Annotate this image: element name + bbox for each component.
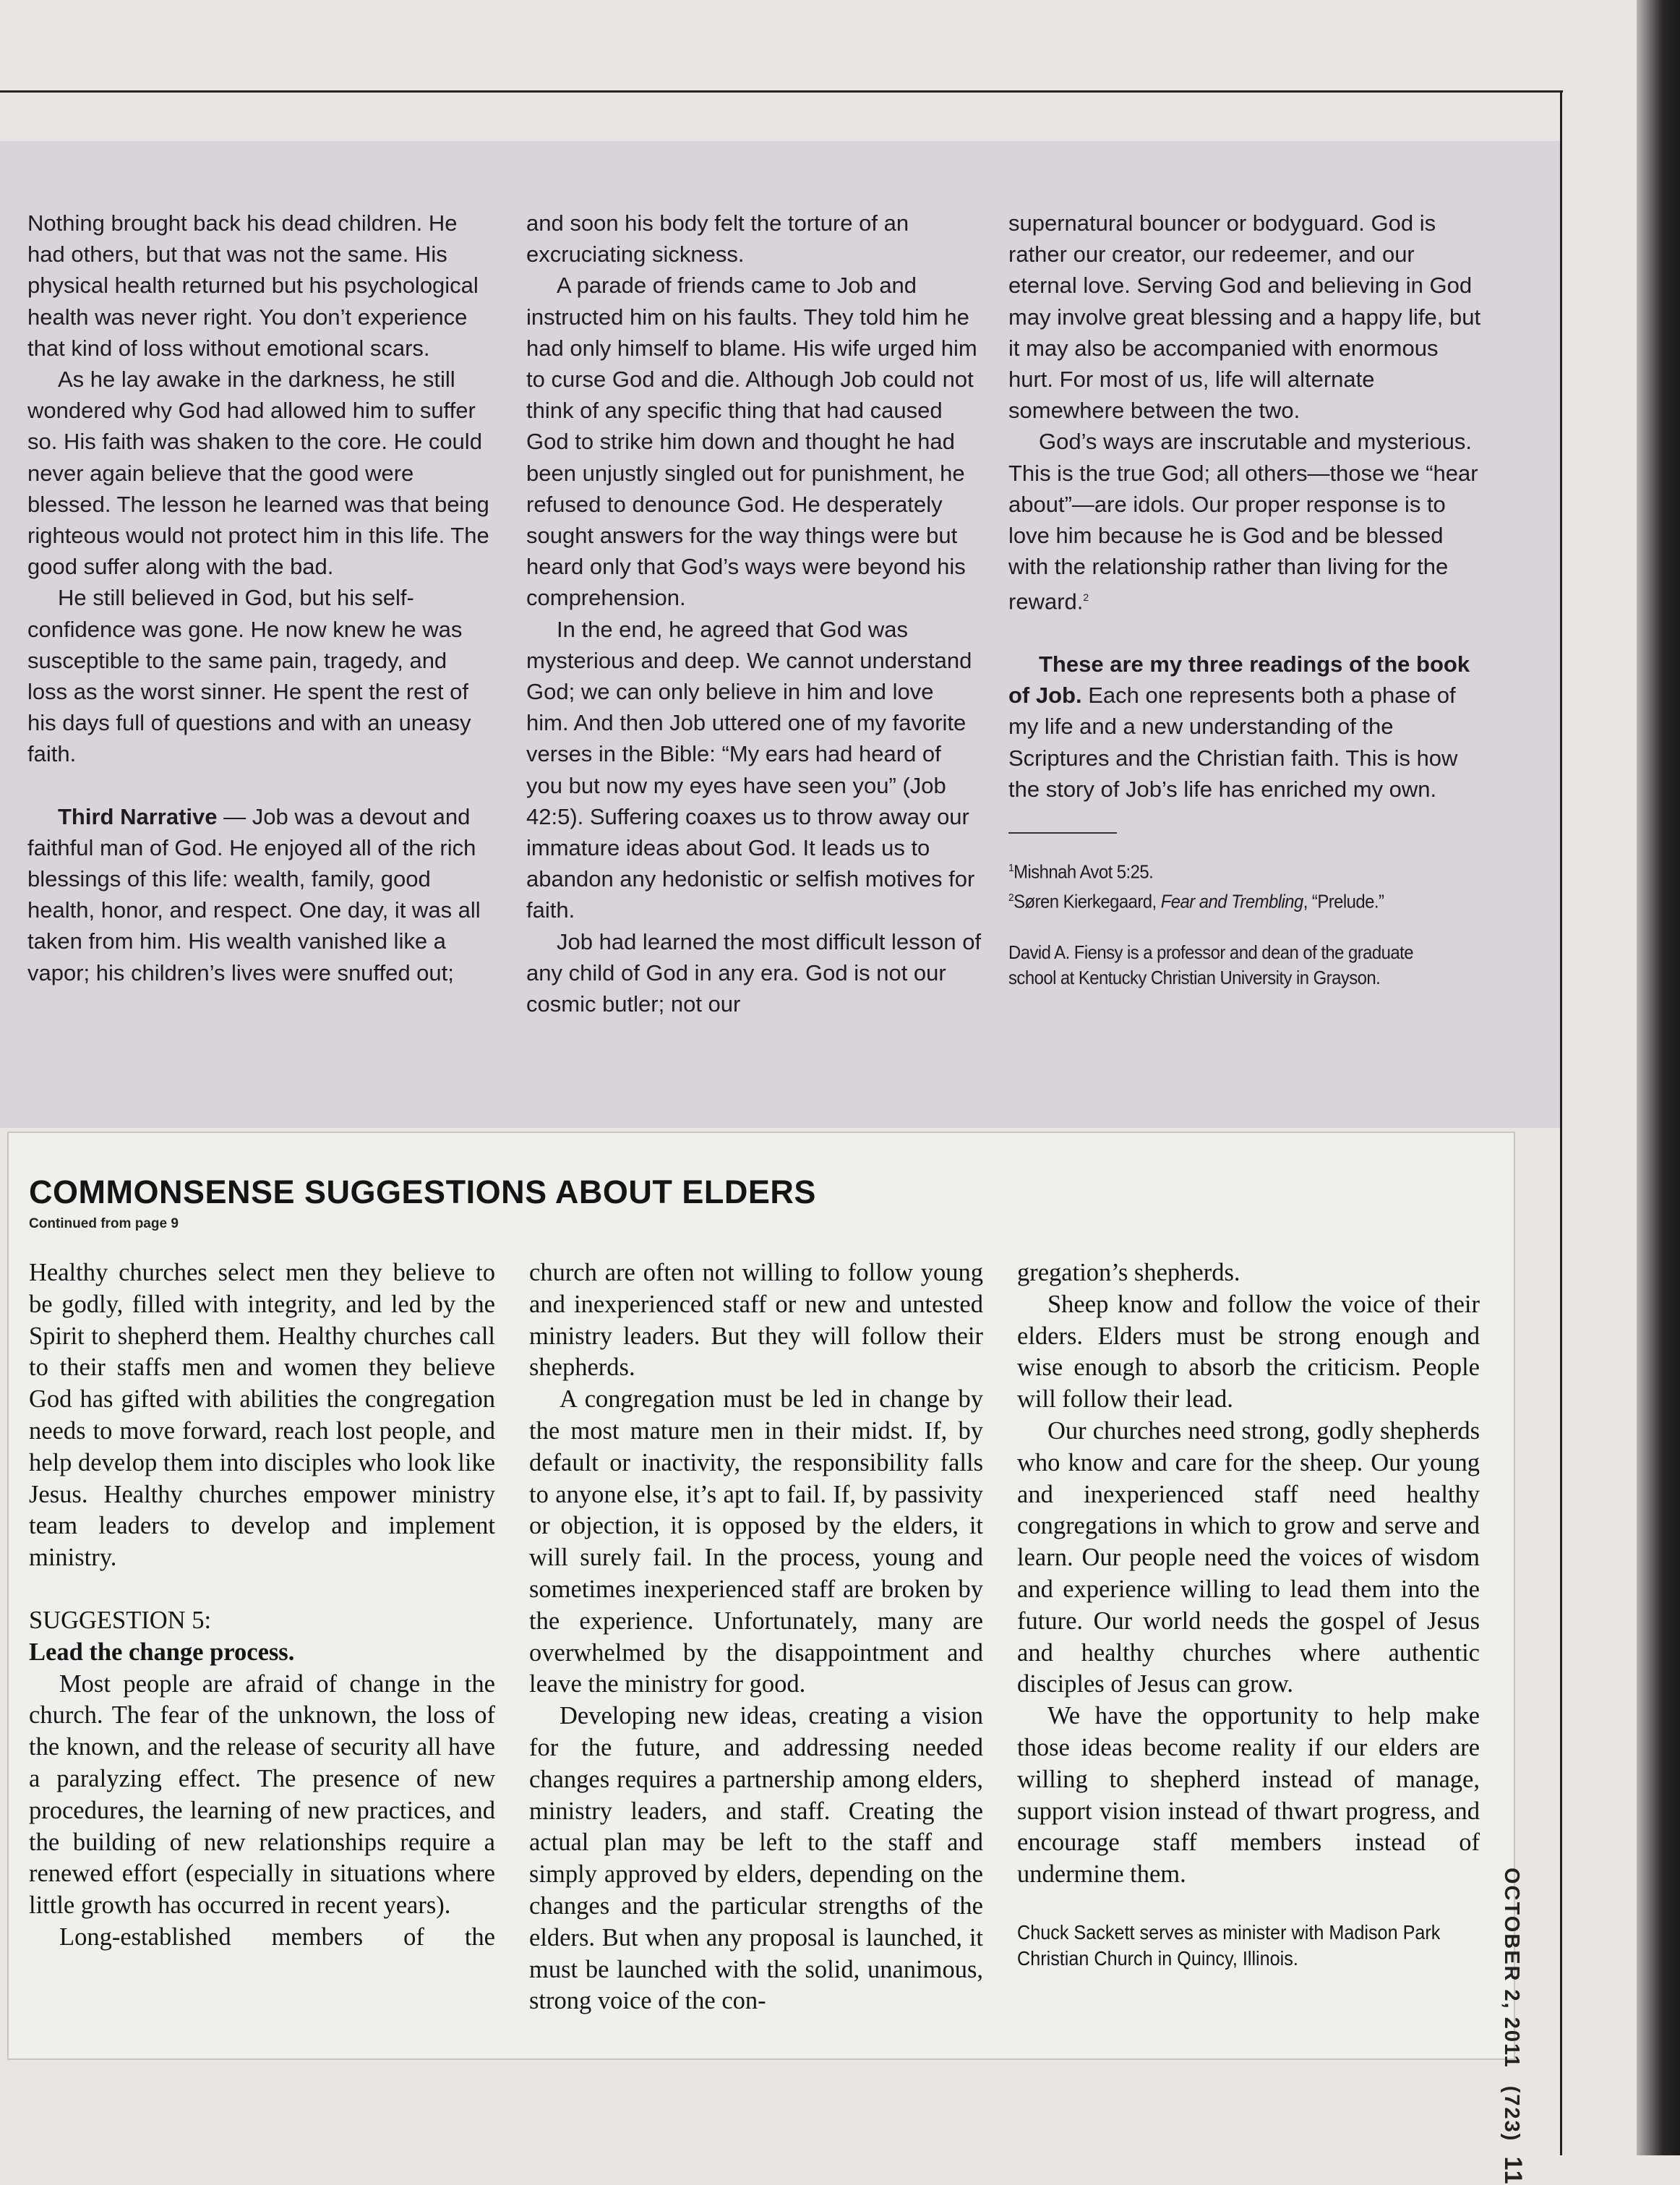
article-paragraph-text: God’s ways are inscrutable and mysterious. This is the true God; all others—those we “hear about”—are idols. Our proper response is to love him because he is God and be blessed with the relationship rather than living for the reward. (1008, 429, 1478, 615)
conclusion-text: Each one represents both a phase of my life and a new understanding of the Scriptures and the Christian faith. This is how the story of Job’s life has enriched my own. (1008, 683, 1458, 802)
footnote-1 (1008, 855, 1447, 885)
footnote-divider (1008, 832, 1117, 834)
article-paragraph: In the end, he agreed that God was mysterious and deep. We cannot understand God; we can only believe in him and love him. And then Job uttered one of my favorite verses in the Bible: “My ears had heard of you but now my eyes have seen you” (Job 42:5). Suffering coaxes us to throw away our immature ideas about God. It leads us to abandon any hedonistic or selfish motives for faith. (526, 616, 975, 923)
suggestion-heading: SUGGESTION 5: (29, 1606, 212, 1634)
sidebar-paragraph: gregation’s shepherds. (1017, 1259, 1240, 1286)
sidebar-paragraph: Sheep know and follow the voice of their elders. Elders must be strong enough and wise enough to absorb the criticism. People will follow their lead. (1017, 1290, 1480, 1414)
article-paragraph: As he lay awake in the darkness, he still wondered why God had allowed him to suffer so. His faith was shaken to the core. He could never again believe that the good were blessed. The lesson he learned was that being righteous would not protect him in this life. The good suffer along with the bad. (27, 367, 489, 580)
third-narrative-heading: Third Narrative (58, 803, 218, 829)
third-narrative-text: — Job was a devout and faithful man of God. He enjoyed all of the rich blessings of this life: wealth, family, good health, honor, and respect. One day, it was all taken from him. His wealth vanished like a vapor; his children’s lives were snuffed out; (27, 803, 481, 985)
article-paragraph: Nothing brought back his dead children. He had others, but that was not the same. His physical health returned but his psychological health was never right. You don’t experience that kind of loss without emotional scars. (27, 210, 479, 361)
footnote-number: 2 (1008, 891, 1014, 904)
footnote-2 (1008, 885, 1447, 915)
sidebar-paragraph: A congregation must be led in change by the most mature men in their midst. If, by default or inactivity, the responsibility falls to anyone else, it’s apt to fail. If, by passivity or objection, it is opposed by the elders, it will surely fail. In the process, young and sometimes inexperienced staff are broken by the experience. Unfortunately, many are overwhelmed by the disappointment and leave the ministry for good. (529, 1385, 983, 1698)
continued-note: Continued from page 9 (29, 1216, 179, 1231)
article-paragraph: Job had learned the most difficult lesson of any child of God in any era. God is not our cosmic butler; not our (526, 928, 982, 1017)
article-column-2 (526, 208, 982, 1019)
article-column-3 (1008, 208, 1486, 991)
sidebar-paragraph: Developing new ideas, creating a vision for the future, and addressing needed changes requires a partnership among elders, ministry leaders, and staff. Creating the actual plan may be left to the staff and simply approved by elders, depending on the changes and the particular strengths of the elders. But when any proposal is launched, it must be launched with the solid, unanimous, strong voice of the con- (529, 1702, 983, 2015)
sidebar-author-bio: Chuck Sackett serves as minister with Madison Park Christian Church in Quincy, Illinois. (1017, 1920, 1441, 1970)
article-paragraph: A parade of friends came to Job and instructed him on his faults. They told him he had only himself to blame. His wife urged him to curse God and die. Although Job could not think of any specific thing that had caused God to strike him down and thought he had been unjustly singled out for punishment, he refused to denounce God. He desperately sought answers for the way things were but heard only that God’s ways were beyond his comprehension. (526, 273, 977, 611)
footnote-text: , “Prelude.” (1303, 890, 1384, 912)
sidebar-column-2 (529, 1257, 983, 2017)
folio-issue: (723) (1500, 2085, 1523, 2142)
folio-date: OCTOBER 2, 2011 (1500, 1868, 1523, 2069)
article-paragraph-third-narrative (27, 801, 490, 988)
sidebar-paragraph: Healthy churches select men they believe to be godly, filled with integrity, and led by the Spirit to shepherd them. Healthy churches call to their staffs men and women they believe God has gifted with abilities the congregation needs to move forward, reach lost people, and help develop them into disciples who look like Jesus. Healthy churches empower ministry team leaders to develop and implement ministry. (29, 1259, 495, 1572)
page-gutter-shadow (1637, 0, 1680, 2155)
footnote-text: Søren Kierkegaard, (1013, 890, 1161, 912)
footnote-text: Mishnah Avot 5:25. (1013, 860, 1154, 883)
sidebar-paragraph: Long-established members of the (59, 1923, 495, 1951)
sidebar-title: COMMONSENSE SUGGESTIONS ABOUT ELDERS (29, 1173, 816, 1210)
footnote-marker: 2 (1083, 591, 1089, 604)
suggestion-subheading: Lead the change process. (29, 1638, 295, 1666)
sidebar-box (7, 1132, 1515, 2060)
conclusion-lead: These are my three readings of the book of Job. (1008, 651, 1470, 709)
article-paragraph (1008, 426, 1486, 617)
sidebar-paragraph: church are often not willing to follow young and inexperienced staff or new and untested ministry leaders. But they will follow their shepherds. (529, 1259, 983, 1382)
sidebar-paragraph: Our churches need strong, godly shepherds who know and care for the sheep. Our young and inexperienced staff need healthy congregations in which to grow and serve and learn. Our people need the voices of wisdom and experience willing to lead them into the future. Our world needs the gospel of Jesus and healthy churches where authentic disciples of Jesus can grow. (1017, 1416, 1480, 1698)
sidebar-column-1 (29, 1257, 495, 1954)
page-number: 11 (1499, 2156, 1527, 2185)
page-border-right (1560, 90, 1562, 2155)
article-paragraph: supernatural bouncer or bodyguard. God is rather our creator, our redeemer, and our eternal love. Serving God and believing in God may involve great blessing and a happy life, but it may also be accompanied with enormous hurt. For most of us, life will alternate somewhere between the two. (1008, 210, 1481, 424)
article-column-1 (27, 208, 490, 988)
sidebar-column-3 (1017, 1257, 1480, 1972)
footnote-book-title: Fear and Trembling (1160, 890, 1303, 912)
author-bio: David A. Fiensy is a professor and dean of the graduate school at Kentucky Christian University in Grayson. (1008, 941, 1414, 989)
footnote-number: 1 (1008, 861, 1014, 874)
page-border-top (0, 90, 1563, 93)
article-conclusion (1008, 649, 1486, 805)
article-paragraph: and soon his body felt the torture of an excruciating sickness. (526, 210, 909, 268)
article-paragraph: He still believed in God, but his self-confidence was gone. He now knew he was susceptible to the same pain, tragedy, and loss as the worst sinner. He spent the rest of his days full of questions and with an uneasy faith. (27, 585, 471, 767)
sidebar-paragraph: We have the opportunity to help make those ideas become reality if our elders are willing to shepherd instead of manage, support vision instead of thwart progress, and encourage staff members instead of undermine them. (1017, 1702, 1480, 1889)
page-folio (1498, 1868, 1527, 2185)
sidebar-paragraph: Most people are afraid of change in the church. The fear of the unknown, the loss of the known, and the release of security all have a paralyzing effect. The presence of new procedures, the learning of new practices, and the building of new relationships require a renewed effort (especially in situations where little growth has occurred in recent years). (29, 1669, 495, 1920)
